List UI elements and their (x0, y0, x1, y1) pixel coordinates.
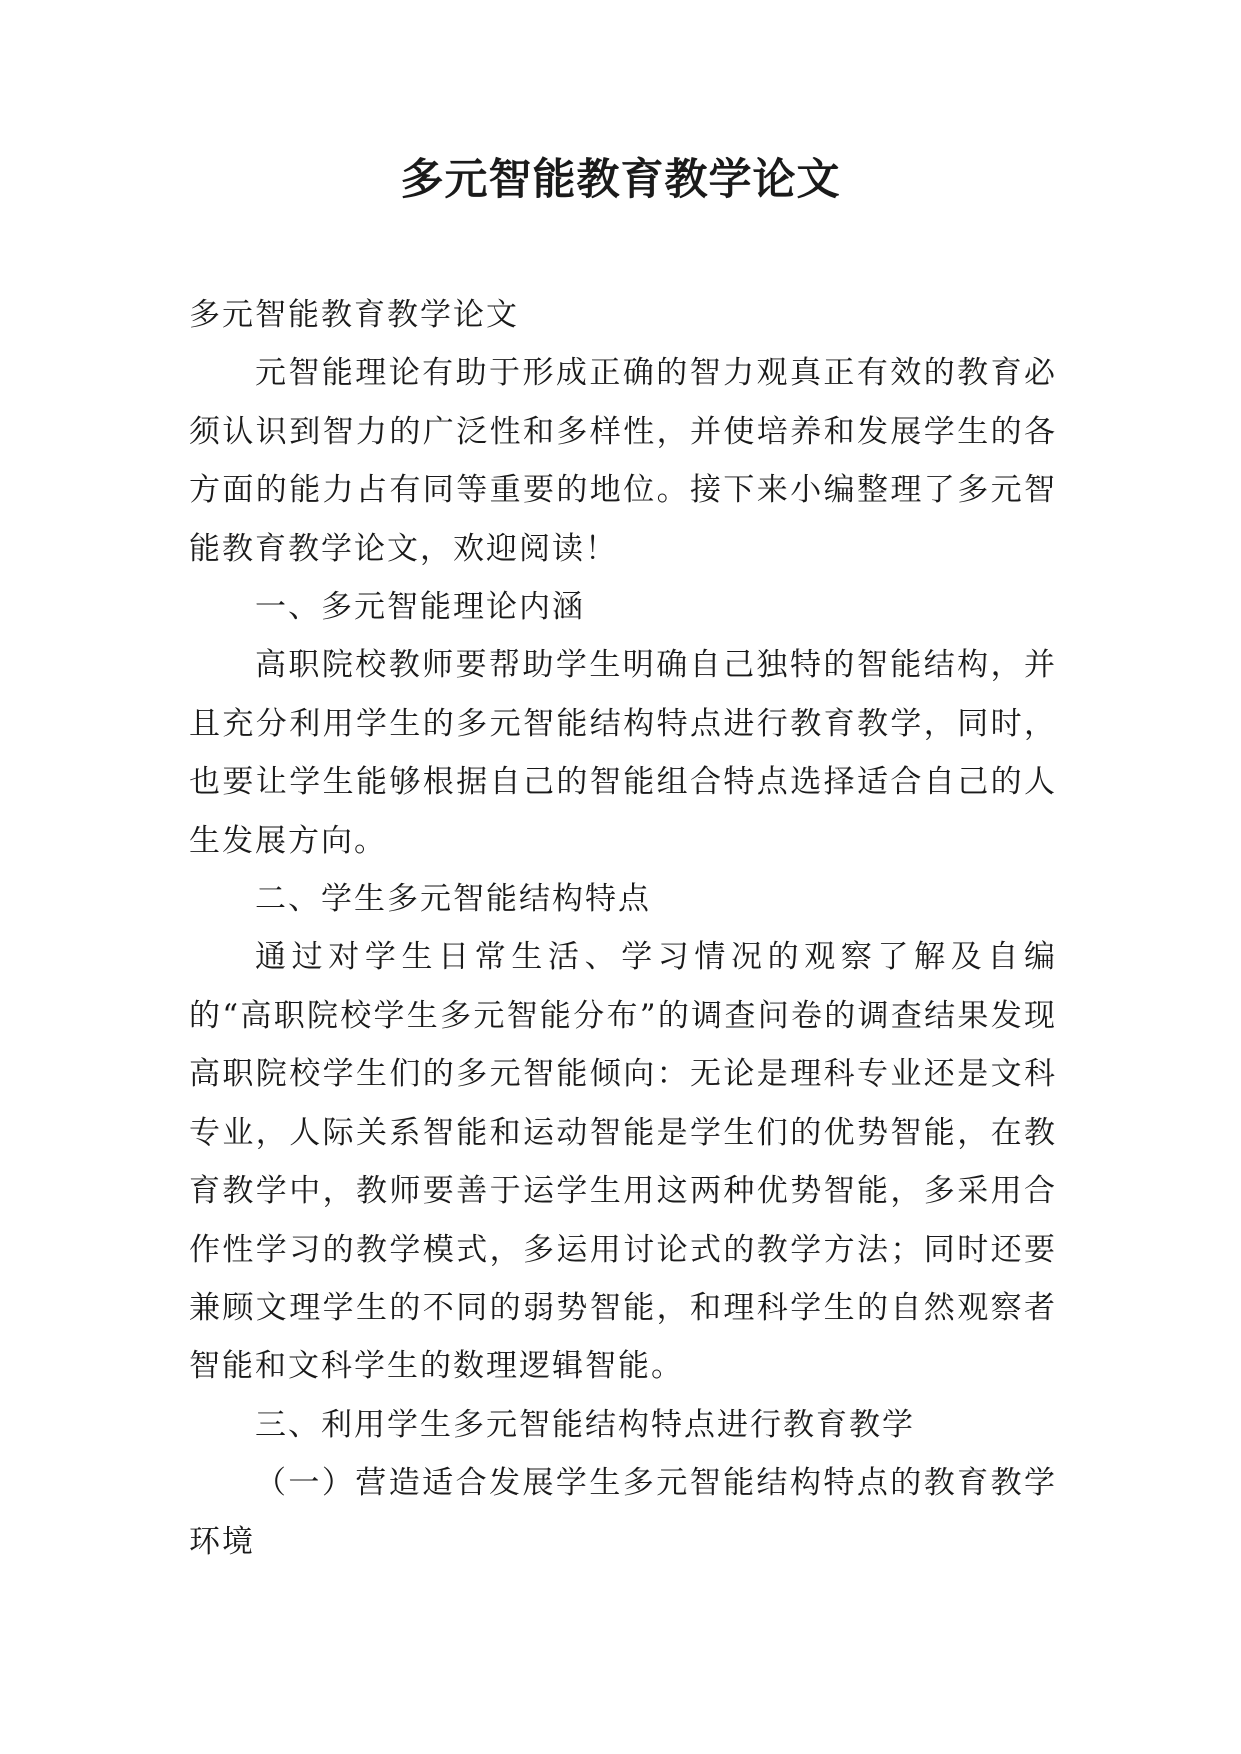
document-body (189, 286, 1057, 1571)
heading-section-2: 二、学生多元智能结构特点 (255, 881, 651, 918)
paragraph-section-2: 通过对学生日常生活、学习情况的观察了解及自编的“高职院校学生多元智能分布”的调查问卷的调查结果发现高职院校学生们的多元智能倾向：无论是理科专业还是文科专业，人际关系智能和运动智能是学生们的优势智能，在教育教学中，教师要善于运学生用这两种优势智能，多采用合作性学习的教学模式，多运用讨论式的教学方法；同时还要兼顾文理学生的不同的弱势智能，和理科学生的自然观察者智能和文科学生的数理逻辑智能。 (189, 939, 1057, 1385)
heading-subsection-3-1: （一）营造适合发展学生多元智能结构特点的教育教学环境 (189, 1465, 1057, 1560)
paragraph-intro: 元智能理论有助于形成正确的智力观真正有效的教育必须认识到智力的广泛性和多样性，并使培养和发展学生的各方面的能力占有同等重要的地位。接下来小编整理了多元智能教育教学论文，欢迎阅读！ (189, 355, 1057, 567)
paragraph-section-1: 高职院校教师要帮助学生明确自己独特的智能结构，并且充分利用学生的多元智能结构特点进行教育教学，同时，也要让学生能够根据自己的智能组合特点选择适合自己的人生发展方向。 (189, 647, 1057, 859)
heading-section-3: 三、利用学生多元智能结构特点进行教育教学 (255, 1406, 915, 1443)
document-title: 多元智能教育教学论文 (400, 155, 841, 205)
heading-section-1: 一、多元智能理论内涵 (255, 589, 585, 626)
paragraph-subtitle: 多元智能教育教学论文 (189, 297, 519, 333)
